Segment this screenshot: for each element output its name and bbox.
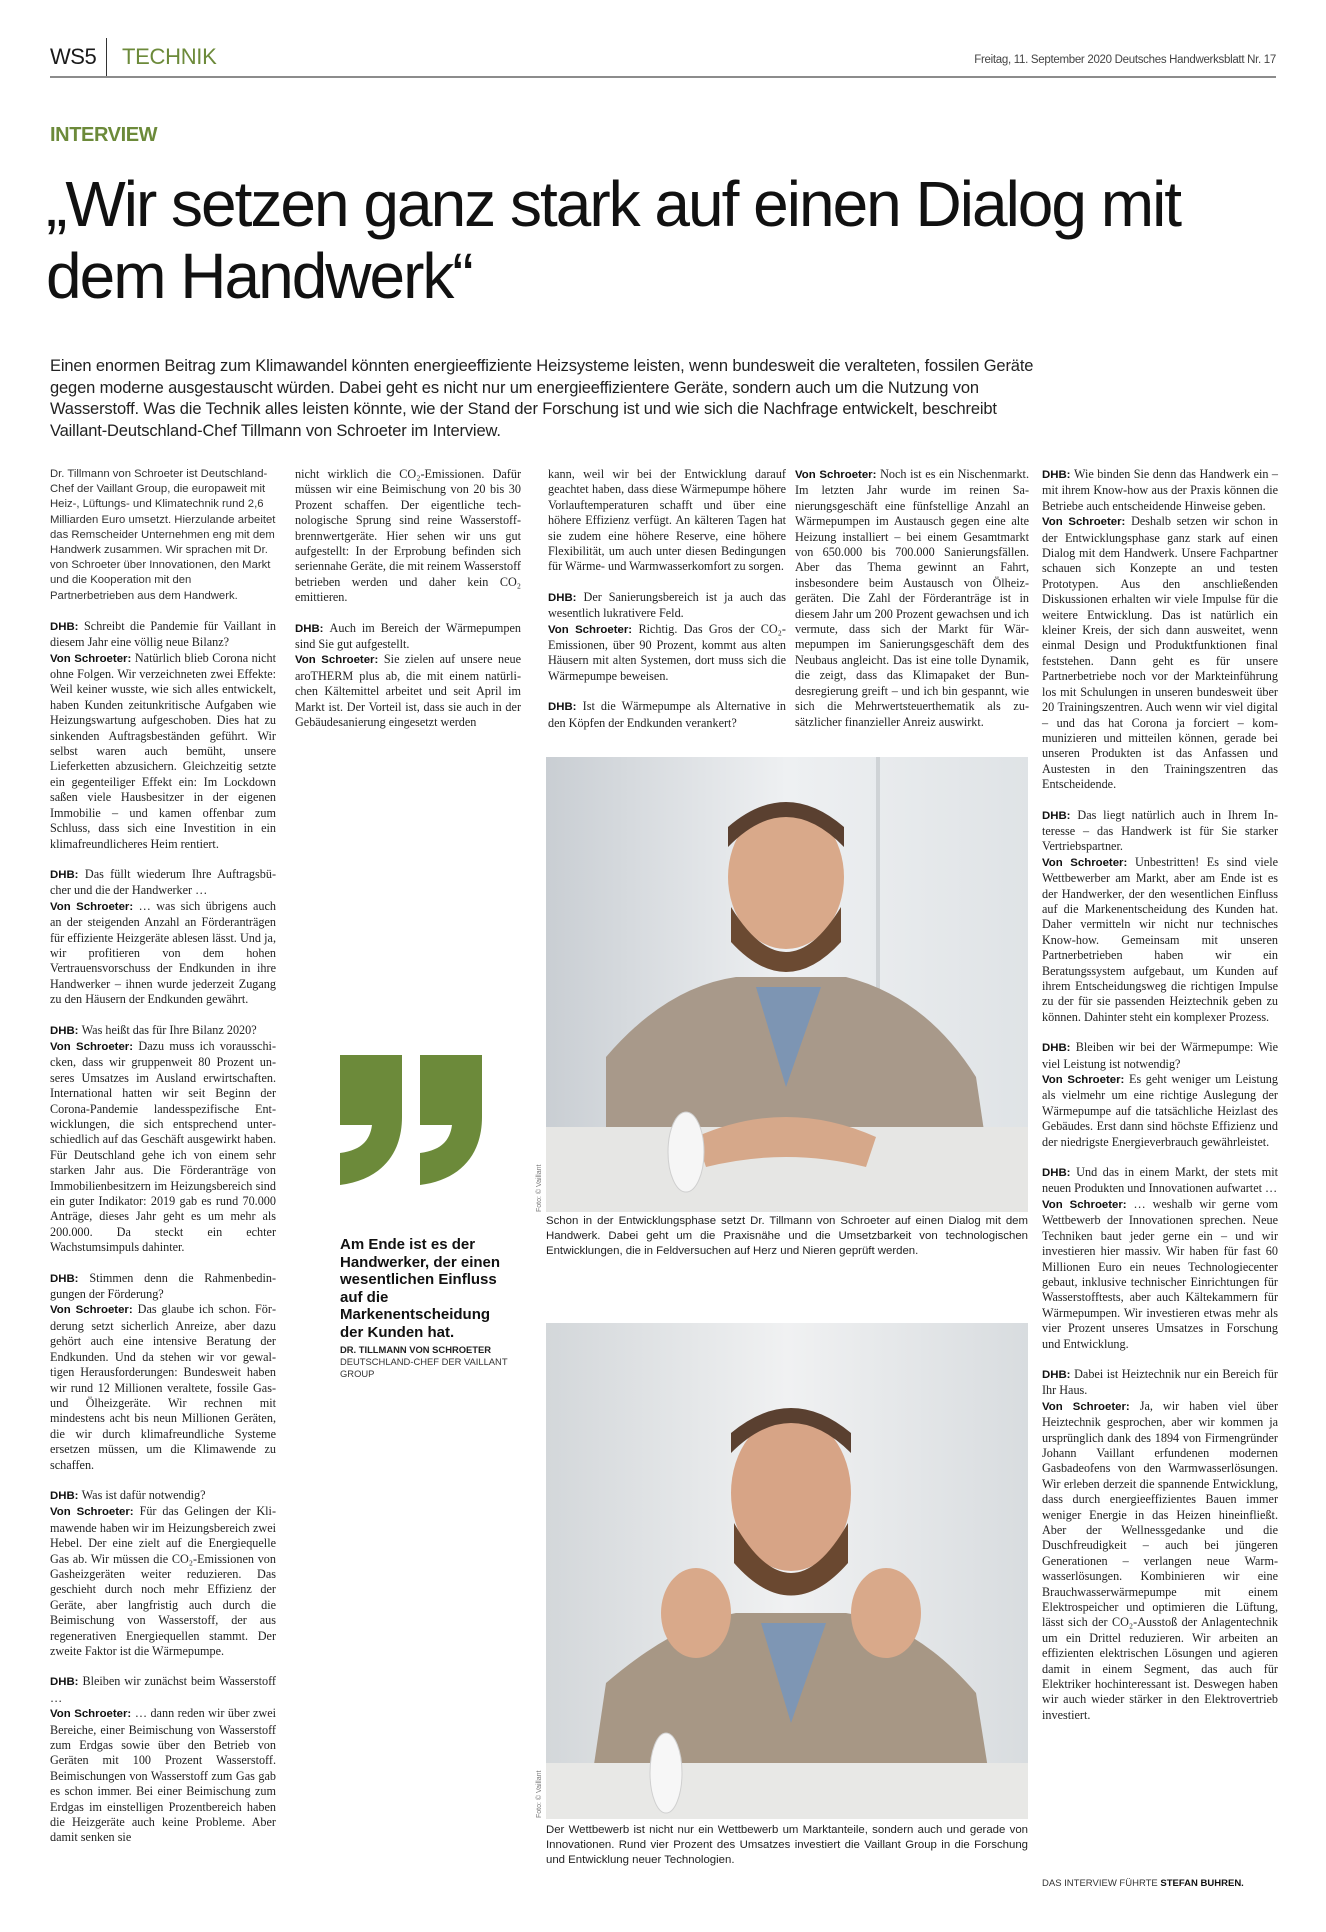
qa-block xyxy=(548,699,786,731)
qa-block xyxy=(1042,1367,1278,1723)
interviewee-label: Von Schroeter: xyxy=(50,1040,139,1053)
question-text: Wie binden Sie denn das Handwerk ein – mit ihrem Know-how aus der Praxis können die Betriebe auch entscheidende Hinweise geben. xyxy=(1042,467,1278,513)
photo-credit: Foto: © Vaillant xyxy=(536,1164,543,1212)
question-text: Und das in einem Markt, der stets mit neuen Produkten und Innovationen aufwartet … xyxy=(1042,1165,1278,1196)
interviewee-label: Von Schroeter: xyxy=(50,1708,135,1721)
question-text: Schreibt die Pandemie für Vaillant in diesem Jahr eine völlig neue Bilanz? xyxy=(50,618,276,650)
qa-block xyxy=(50,1023,276,1256)
pull-quote-text: Am Ende ist es der Handwerker, der einen wesentlichen Einfluss auf die Markenentscheidung der Kunden hat. xyxy=(340,1236,501,1341)
question-text: Was heißt das für Ihre Bilanz 2020? xyxy=(81,1022,257,1037)
interview-photo-2 xyxy=(546,1323,1028,1819)
answer-text: … weshalb wir gerne vom Wettbewerb der Innovationen sprechen. Neue Techniken baut jeder gerne ein – und wir investieren hier massiv. Wir haben für fast 60 Millionen Euro ein neues Technologiecenter gebaut, inklusive technischer Einrichtungen für Wasserstofftests, aber auch Kältekammern für Wärmepumpen. Wir investieren etwas mehr als vier Prozent unseres Umsatzes in Forschung und Entwicklung. xyxy=(1042,1196,1278,1351)
interviewee-label: Von Schroeter: xyxy=(1042,856,1135,869)
interviewee-label: Von Schroeter: xyxy=(50,652,135,665)
interviewer-label: DHB: xyxy=(50,620,84,633)
qa-block xyxy=(50,867,276,1008)
qa-list xyxy=(1042,467,1278,1723)
pull-quote-role: DEUTSCHLAND-CHEF DER VAILLANT GROUP xyxy=(340,1356,508,1379)
answer-text: Es geht weniger um Leistung als vielmehr um eine richtige Auslegung der Wärmepumpe auf die tatsächliche Heizlast des Gebäudes. Erst dann sind höchste Effizienz und der niedrigste Energieverbrauch gewährleistet. xyxy=(1042,1072,1278,1149)
answer-text: Dazu muss ich vorausschicken, dass wir gruppenweit 80 Prozent unseres Umsatzes im Ausland erwirtschaften. International hatten wir seit Beginn der Corona-Pandemie landesspezifische Entwicklungen, die sich entsprechend unterschiedlich auf das Geschäft ausgewirkt haben. Für Deutschland gehe ich von einem sehr starken Jahr aus. Die Förderanträge von Immobilienbesitzern im Heizungsbereich sind ein guter Indikator: 2019 gab es rund 70.000 Anträge, dieses Jahr geht es um mehr als 200.000. Da steckt ein echter Wachstumsimpuls dahinter. xyxy=(50,1038,276,1255)
qa-block xyxy=(548,590,786,684)
interviewer-label: DHB: xyxy=(548,591,584,604)
page-code: WS5 xyxy=(50,44,97,69)
interviewer-label: DHB: xyxy=(1042,469,1074,481)
qa-list xyxy=(50,619,276,1846)
header-divider xyxy=(106,38,107,76)
interviewer-label: DHB: xyxy=(1042,809,1078,822)
answer-text: Noch ist es ein Nischenmarkt. Im letzten Jahr wurde im reinen Sanierungsgeschäft eine fünfstellige Anzahl an Wärmepumpen im Austausch gegen eine alte Heizung installiert – bei einem Gesamtmarkt von 650.000 bis 700.000 Sanierungsfällen. Aber das Thema gewinnt an Fahrt, insbesondere beim Austausch von Ölheizgeräten. Die Zahl der Förderanträge ist in diesem Jahr um 200 Prozent gewachsen und ich vermute, dass sich der Markt für Wärmepumpen im Sanierungsgeschäft dem des Neubaus angleicht. Das ist eine tolle Dynamik, die zeigt, dass das Klimapaket der Bundesregierung greift – und ich bin gespannt, wie sich die Mehrwertsteuerthematik als zusätzlicher finanzieller Anreiz auswirkt. xyxy=(795,467,1029,729)
interviewee-label: Von Schroeter: xyxy=(1042,1074,1130,1087)
question-text: Stimmen denn die Rahmenbedingungen der Förderung? xyxy=(50,1270,276,1302)
byline xyxy=(1042,1878,1244,1889)
qa-block xyxy=(795,467,1029,730)
interviewer-label: DHB: xyxy=(50,1676,83,1689)
answer-text: … was sich übrigens auch an der steigenden Anzahl an Förderanträgen für effiziente Heizgeräte ablesen lässt. Und ja, wir profitieren von dem hohen Vertrauensvorschuss der Endkunden in ihre Handwerker – ihnen wurde jederzeit Zugang zu den Häusern der Endkunden gewährt. xyxy=(50,898,276,1007)
header-rule xyxy=(50,76,1276,78)
photo-caption: Schon in der Entwicklungsphase setzt Dr. Tillmann von Schroeter auf einen Dialog mit dem Handwerk. Dabei geht um die Praxisnähe und die Umsetzbarkeit von technologischen Entwicklungen, die in Feldversuchen auf Herz und Nieren geprüft werden. xyxy=(546,1215,1028,1257)
continued-answer: kann, weil wir bei der Entwicklung darauf geachtet haben, dass diese Wärmepumpe höhere Vorlauftemperaturen schafft und über eine höhere Effizienz verfügt. An kälteren Tagen hat sie zudem eine höhere Reserve, eine höhere Flexibilität, um auch unter diesen Bedingungen für Wärme- und Warmwasserkomfort zu sorgen. xyxy=(548,467,786,574)
answer-text: Natürlich blieb Corona nicht ohne Folgen. Wir verzeichneten zwei Effekte: Weil keiner wusste, wie sich alles entwickelt, haben Kunden zeitunkritische Aufgaben wie Heizungswartung aufgeschoben. Dies hat zu sinkenden Auftragsbeständen geführt. Wir selbst waren auch bemüht, unsere Lieferketten abzusichern. Gleichzeitig setzte ein gegenteiliger Effekt ein: Im Lockdown saßen viele Hausbesitzer in der eigenen Immobilie – und kamen offenbar zum Schluss, dass sich eine Investition in ein klimafreundlicheres Heim rentiert. xyxy=(50,650,276,851)
interviewee-label: Von Schroeter: xyxy=(548,623,639,636)
interviewer-label: DHB: xyxy=(50,1024,82,1037)
question-text: Das füllt wiederum Ihre Auftragsbücher und die der Handwerker … xyxy=(50,866,276,898)
answer-text: Das glaube ich schon. Förderung setzt sicherlich Anreize, aber dazu gehört auch eine intensive Beratung der Endkunden. Und da stehen wir vor gewaltigen Herausforderungen: Bundesweit haben wir rund 12 Millionen veraltete, fossile Gas- und Ölheizgeräte. Wir rechnen mit mindestens acht bis neun Millionen Geräten, die wir durch klimafreundliche Systeme ersetzen müssen, um die Klimawende zu schaffen. xyxy=(50,1302,277,1472)
photo-caption: Der Wettbewerb ist nicht nur ein Wettbewerb um Marktanteile, sondern auch und gerade von Innovationen. Rund vier Prozent des Umsatzes investiert die Vaillant Group in die Forschung und Entwicklung neuer Technologien. xyxy=(546,1824,1028,1866)
qa-block xyxy=(50,1488,276,1659)
qa-list xyxy=(795,467,1029,730)
intro-paragraph: Dr. Tillmann von Schroeter ist Deutschland-Chef der Vaillant Group, die europaweit mit Heiz-, Lüftungs- und Klimatechnik rund 2,6 Milliarden Euro umsetzt. Hierzulande arbeitet das Remscheider Unternehmen eng mit dem Handwerk zusammen. Wir sprachen mit Dr. von Schroeter über Innovationen, den Markt und die Kooperation mit den Partnerbetrieben aus dem Handwerk. xyxy=(50,468,276,602)
byline-author: STEFAN BUHREN. xyxy=(1160,1878,1244,1889)
interviewee-label: Von Schroeter: xyxy=(295,654,384,667)
qa-block xyxy=(295,621,521,731)
answer-text: Deshalb setzen wir schon in der Entwicklungsphase ganz stark auf einen Dialog mit dem Handwerk. Unsere Fachpartner schauen sich Konzepte an und testen Prototypen. Aus den anschließenden Diskussionen erhalten wir viele Impulse für die weitere Entwicklung. Das ist natürlich ein kleiner Kreis, der sich dann ausweitet, wenn einmal Design und Produktfunktionen final feststehen. Dann geht es für unsere Partnerbetriebe noch vor der Markteinführung los mit Schulungen in unseren bundesweit über 20 Trainingszentren. Auch wenn wir viel digital – und das hat Corona ja forciert – kommunizieren und mitteilen können, gerade bei unseren Produkten ist das Anfassen und Austesten in den Trainingszentren das Entscheidende. xyxy=(1042,514,1278,792)
interviewee-label: Von Schroeter: xyxy=(50,1506,140,1519)
answer-text: Für das Gelingen der Klimawende haben wir im Heizungsbereich zwei Hebel. Der eine zielt auf die Energiequelle Gas ab. Wir müssen die CO₂-Emissionen von Gasheizgeräten weiter reduzieren. Das geschieht durch noch mehr Effizienz der Geräte, aber langfristig auch durch die Beimischung von Wasserstoff, der aus regenerativen Energiequellen stammt. Der zweite Faktor ist die Wärmepumpe. xyxy=(50,1504,276,1659)
pull-quote-author: DR. TILLMANN VON SCHROETER xyxy=(340,1344,492,1355)
answer-text: Ja, wir haben viel über Heiztechnik gesprochen, aber wir kommen ja ursprünglich dank des 1894 von Firmengründer Johann Vaillant erfundenen modernen Gasbadeofens von den Warmwasserlösungen. Wir erleben derzeit die spannende Entwicklung, dass durch energieeffizientes Bauen immer weniger Energie in das Heizen hineinfließt. Aber der Wellnessgedanke und die Duschfreudigkeit – auch bei jüngeren Generationen – verlangen neue Warmwasserlösungen. Kombinieren wir eine Brauchwasserwärmepumpe mit einem Elektrospeicher und optimieren die Lüftung, lässt sich der CO₂-Ausstoß der Anlagentechnik um ein Drittel reduzieren. Wir arbeiten an effizienten elektrischen Lösungen und agieren damit in einem Segment, das auch für Elektriker hochinteressant ist. Deswegen haben wir auch wieder stärker in den Elektrovertrieb investiert. xyxy=(1042,1398,1279,1722)
question-text: Der Sanierungsbereich ist ja auch das wesentlich lukrativere Feld. xyxy=(548,589,786,621)
interview-photo-1 xyxy=(546,757,1028,1212)
answer-text: Richtig. Das Gros der CO₂-Emissionen, über 90 Prozent, kommt aus alten Häusern mit alten Systemen, dort muss sich die Wärmepumpe beweisen. xyxy=(548,621,786,683)
qa-list xyxy=(295,621,521,731)
byline-prefix: DAS INTERVIEW FÜHRTE xyxy=(1042,1878,1158,1889)
headline: „Wir setzen ganz stark auf einen Dialog mit dem Handwerk“ xyxy=(46,168,1181,312)
question-text: Ist die Wärmepumpe als Alternative in den Köpfen der Endkunden verankert? xyxy=(548,699,786,730)
interviewer-label: DHB: xyxy=(1042,1042,1076,1055)
interviewer-label: DHB: xyxy=(1042,1167,1077,1180)
question-text: Das liegt natürlich auch in Ihrem Interesse – das Handwerk ist für Sie starker Vertriebspartner. xyxy=(1042,807,1279,854)
interviewee-label: Von Schroeter: xyxy=(50,900,139,913)
interviewer-label: DHB: xyxy=(295,622,330,635)
lead-paragraph: Einen enormen Beitrag zum Klimawandel könnten energieeffiziente Heizsysteme leisten, wenn bundesweit die veralteten, fossilen Geräte gegen moderne ausgestauscht würden. Dabei geht es nicht nur um energieeffizientere Geräte, sondern auch um die Nutzung von Wasserstoff. Was die Technik alles leisten könnte, wie der Stand der Forschung ist und wie sich die Nachfrage entwickelt, beschreibt Vaillant-Deutschland-Chef Tillmann von Schroeter im Interview. xyxy=(50,357,1034,440)
question-text: Bleiben wir zunächst beim Wasserstoff … xyxy=(50,1674,276,1705)
column-1 xyxy=(50,467,276,1861)
issue-meta: Freitag, 11. September 2020 Deutsches Handwerksblatt Nr. 17 xyxy=(974,54,1276,66)
interviewer-label: DHB: xyxy=(50,868,85,881)
interviewee-label: Von Schroeter: xyxy=(1042,516,1132,529)
column-2 xyxy=(295,467,521,746)
question-text: Bleiben wir bei der Wärmepumpe: Wie viel Leistung ist notwendig? xyxy=(1042,1040,1279,1071)
qa-list xyxy=(548,590,786,731)
interviewee-label: Von Schroeter: xyxy=(50,1304,138,1317)
qa-block xyxy=(1042,1040,1278,1150)
photo-credit: Foto: © Vaillant xyxy=(536,1770,543,1818)
interviewer-label: DHB: xyxy=(548,701,583,714)
column-3 xyxy=(548,467,786,746)
section-title: TECHNIK xyxy=(122,44,217,69)
answer-text: Unbestritten! Es sind viele Wettbewerber am Markt, aber am Ende ist es der Handwerker, der den wesentlichen Einfluss auf die Markenentscheidung des Kunden hat. Daher vermitteln wir nicht nur technisches Know-how. Gemeinsam mit unseren Partnerbetrieben haben wir ein Beratungssystem aufgebaut, um Kunden auf ihrem Entscheidungsweg die richtigen Impulse zu der für sie passenden Heiztechnik geben zu können. Dahinter steht ein komplexer Prozess. xyxy=(1042,854,1279,1024)
interviewee-label: Von Schroeter: xyxy=(795,469,881,481)
interviewer-label: DHB: xyxy=(50,1489,82,1502)
interviewee-label: Von Schroeter: xyxy=(1042,1400,1140,1413)
continued-answer: nicht wirklich die CO₂-Emissionen. Dafür müssen wir eine Beimischung von 20 bis 30 Prozent schaffen. Der eigentliche technologische Sprung sind reine Wasserstoffbrennwertgeräte. Hier sehen wir uns gut aufgestellt: In der Erprobung befinden sich seriennahe Geräte, die mit reinem Wasserstoff betrieben werden und daher kein CO₂ emittieren. xyxy=(295,467,521,605)
closing-quote-icon xyxy=(340,1055,490,1185)
qa-block xyxy=(1042,808,1278,1026)
column-4 xyxy=(795,467,1029,745)
column-5 xyxy=(1042,467,1278,1738)
answer-text: Sie zielen auf unsere neue aroTHERM plus ab, die mit einem natürlichen Kältemittel arbeitet und seit April im Markt ist. Der Vorteil ist, dass sie auch in der Gebäudesanierung eingesetzt werden xyxy=(295,652,522,730)
portrait-image xyxy=(546,1323,1028,1819)
interviewee-label: Von Schroeter: xyxy=(1042,1198,1134,1211)
qa-block xyxy=(50,619,276,852)
qa-block xyxy=(1042,467,1278,793)
answer-text: … dann reden wir über zwei Bereiche, einer Beimischung von Wasserstoff zum Erdgas sowie über den Betrieb von Geräten mit 100 Prozent Wasserstoff. Beimischungen von Wasserstoff zum Gas gab es schon immer. Bei einer Beimischung zum Erdgas im einstelligen Prozentbereich haben die Heizgeräte auch keine Probleme. Aber damit senken sie xyxy=(50,1706,276,1845)
portrait-image xyxy=(546,757,1028,1212)
kicker: INTERVIEW xyxy=(50,124,158,146)
qa-block xyxy=(50,1674,276,1845)
interviewer-label: DHB: xyxy=(1042,1368,1075,1381)
qa-block xyxy=(50,1271,276,1473)
interviewer-label: DHB: xyxy=(50,1272,90,1285)
question-text: Dabei ist Heiztechnik nur ein Bereich für Ihr Haus. xyxy=(1042,1366,1278,1398)
qa-block xyxy=(1042,1165,1278,1352)
question-text: Was ist dafür notwendig? xyxy=(81,1487,206,1502)
question-text: Auch im Bereich der Wärmepumpen sind Sie gut aufgestellt. xyxy=(295,620,521,652)
